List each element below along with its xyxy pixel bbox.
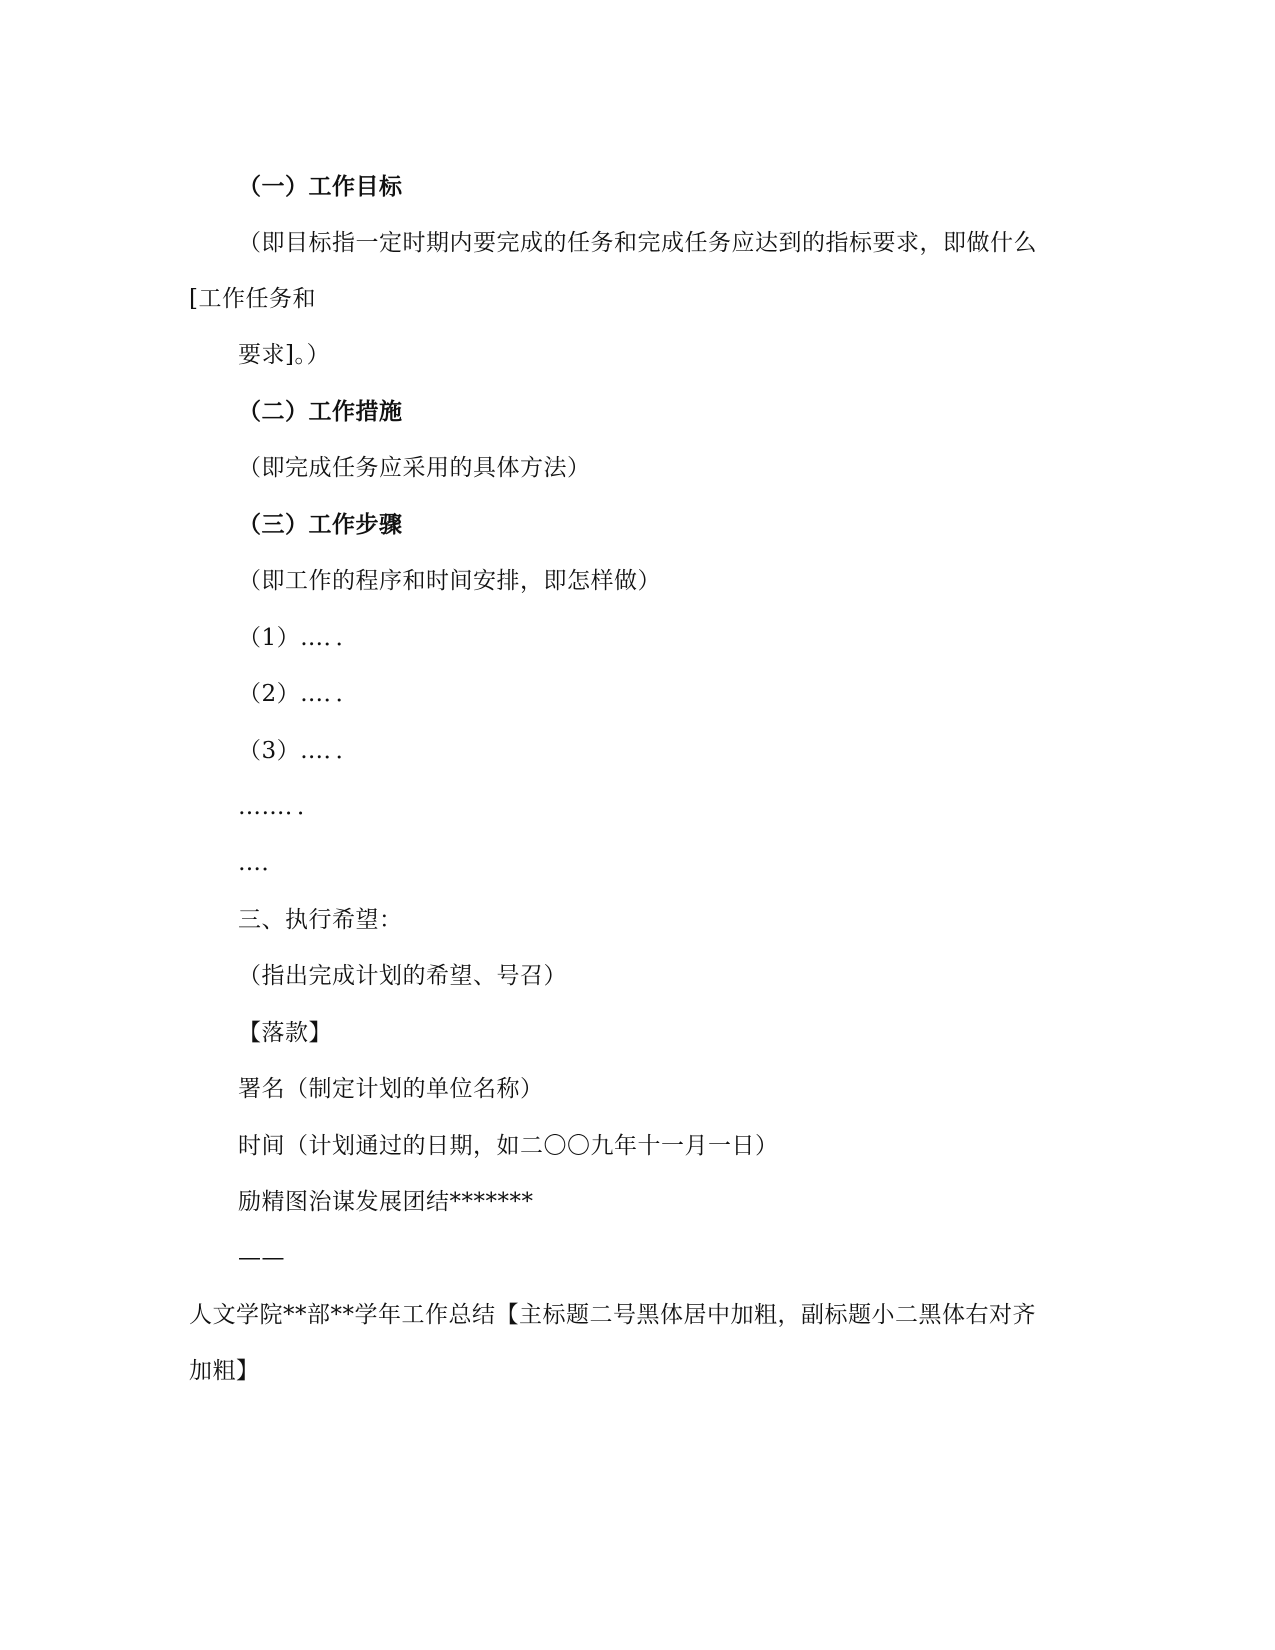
hope-heading: 三、执行希望： <box>238 907 403 933</box>
signature-heading: 【落款】 <box>238 1020 332 1046</box>
ellipsis-line: ……．． <box>238 794 321 820</box>
signature-time: 时间（计划通过的日期，如二〇〇九年十一月一日） <box>238 1133 779 1159</box>
step-item: （1）…．． <box>238 625 360 651</box>
step-item: （2）…．． <box>238 681 360 707</box>
step-item: （3）…．． <box>238 738 360 764</box>
section-goal-description: （即目标指一定时期内要完成的任务和完成任务应达到的指标要求，即做什么 <box>238 230 1037 256</box>
signature-name: 署名（制定计划的单位名称） <box>238 1076 544 1102</box>
section-measures-heading: （二）工作措施 <box>238 398 403 425</box>
section-steps-heading: （三）工作步骤 <box>238 511 403 538</box>
slogan: 励精图治谋发展团结******* <box>238 1189 534 1215</box>
dash-separator: —— <box>238 1245 285 1271</box>
section-goal-description-end: 要求]。） <box>238 342 330 368</box>
ellipsis-line: …． <box>238 850 285 876</box>
section-measures-description: （即完成任务应采用的具体方法） <box>238 455 591 481</box>
section-steps-description: （即工作的程序和时间安排，即怎样做） <box>238 568 661 594</box>
summary-title-cont: 加粗】 <box>189 1358 260 1384</box>
section-goal-heading: （一）工作目标 <box>238 173 403 200</box>
summary-title: 人文学院**部**学年工作总结【主标题二号黑体居中加粗，副标题小二黑体右对齐 <box>189 1302 1036 1328</box>
section-goal-description-cont: [工作任务和 <box>189 286 316 312</box>
hope-description: （指出完成计划的希望、号召） <box>238 963 567 989</box>
